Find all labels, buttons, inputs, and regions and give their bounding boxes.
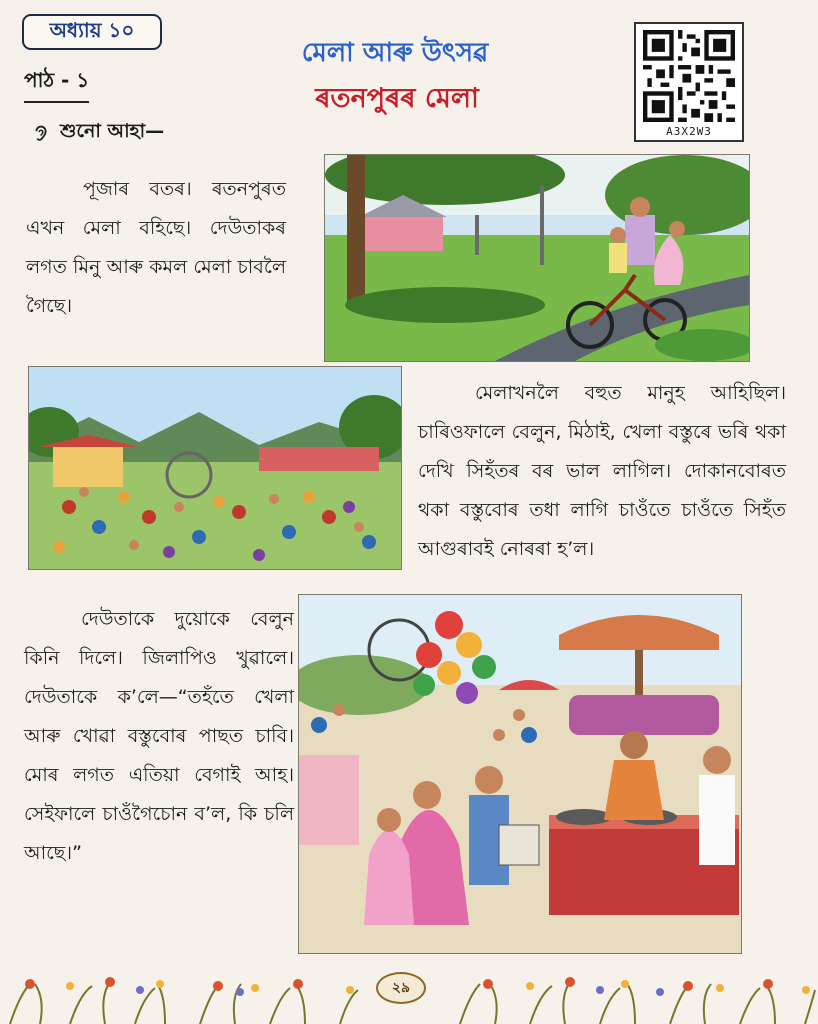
story-paragraph-3: দেউতাকে দুয়োকে বেলুন কিনি দিলে। জিলাপিও খুৱালে। দেউতাকে ক’লে—“তহঁতে খেলা আৰু খোৱা বস্তুবোৰ পাছত চাবি। মোৰ লগত এতিয়া বেগাই আহ। সেইফালে চাওঁগৈচোন ব’ল, কি চলি আছে।” (24, 608, 294, 864)
story-paragraph-2: মেলাখনলৈ বহুত মানুহ আহিছিল। চাৰিওফালে বেলুন, মিঠাই, খেলা বস্তুৰে ভৰি থকা দেখি সিহঁতৰ বৰ ভাল লাগিল। দোকানবোৰত থকা বস্তুবোৰ তধা লাগি চাওঁতে চাওঁতে সিহঁত আগুৰাবই নোৰৰা হ’ল। (418, 382, 786, 560)
lesson-label: পাঠ - ১ (24, 66, 89, 103)
page-subtitle: ৰতনপুৰৰ মেলা (315, 83, 479, 114)
chapter-label: অধ্যায় ১০ (49, 17, 135, 42)
ear-icon (30, 122, 52, 144)
page-number (376, 972, 426, 1004)
fair-stalls-illustration (298, 594, 742, 954)
chapter-badge (22, 14, 162, 50)
qr-caption: A3X2W3 (666, 125, 712, 138)
bicycle-ride-illustration (324, 154, 750, 362)
page-title: মেলা আৰু উৎসৱ (301, 38, 489, 68)
qr-code[interactable] (634, 22, 744, 142)
qr-code-icon (642, 30, 736, 122)
fair-crowd-illustration (28, 366, 402, 570)
story-paragraph-1: পূজাৰ বতৰ। ৰতনপুৰত এখন মেলা বহিছে। দেউতাকৰ লগত মিনু আৰু কমল মেলা চাবলৈ গৈছে। (26, 178, 286, 317)
listen-label: শুনো আহা— (60, 120, 165, 142)
page-number-label: ২৯ (391, 980, 411, 996)
listen-heading (30, 117, 164, 149)
